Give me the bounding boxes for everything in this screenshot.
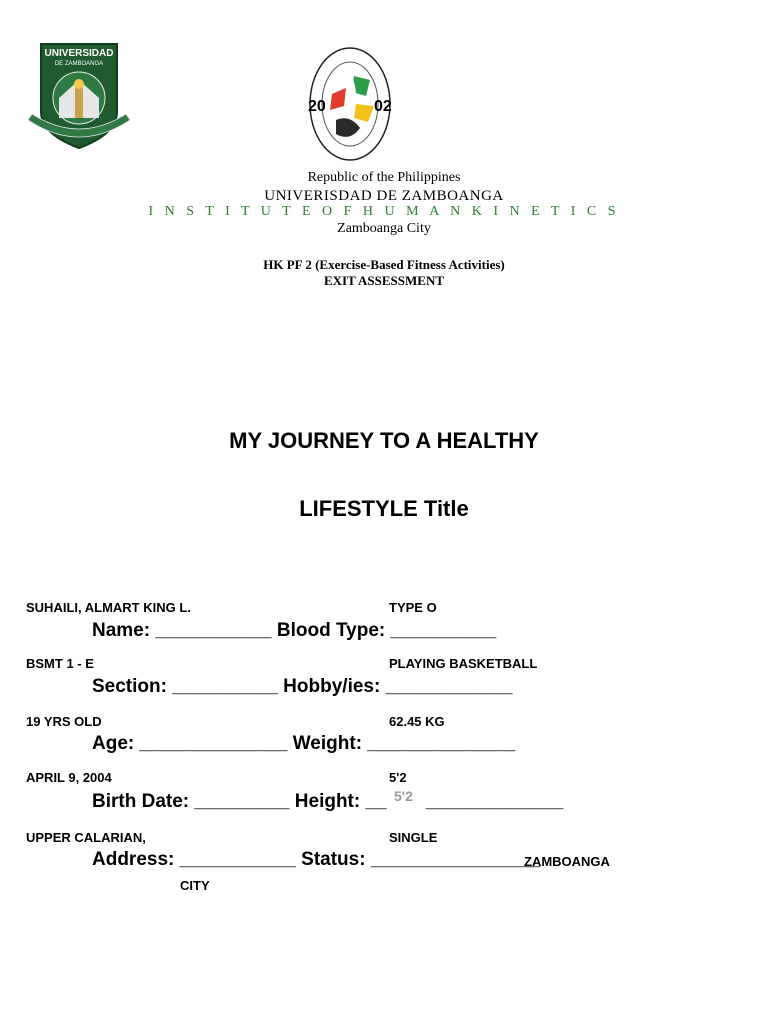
birth-height-line: Birth Date: _________ Height: __ (92, 791, 387, 812)
seal-year-right: 02 (374, 98, 392, 115)
age-weight-line: Age: ______________ Weight: ______________ (92, 733, 516, 754)
address-value-city: CITY (180, 878, 210, 893)
address-value-continued: ZAMBOANGA (524, 854, 610, 869)
seal-top-text: UNIVERSIDAD (44, 48, 114, 59)
page-title-line-2: LIFESTYLE Title (299, 496, 469, 521)
institute-name: I N S T I T U T E O F H U M A N K I N E T I C S (148, 204, 620, 219)
section-value: BSMT 1 - E (26, 656, 94, 671)
status-value: SINGLE (389, 830, 438, 845)
name-blood-line: Name: ___________ Blood Type: __________ (92, 620, 497, 641)
height-line-tail: _____________ (426, 791, 564, 812)
age-value: 19 YRS OLD (26, 714, 102, 729)
address-value: UPPER CALARIAN, (26, 830, 146, 845)
weight-value: 62.45 KG (389, 714, 445, 729)
page-title-line-1: MY JOURNEY TO A HEALTHY (229, 428, 539, 453)
institute-human-kinetics-seal-icon (294, 44, 406, 164)
republic-text: Republic of the Philippines (307, 170, 461, 185)
university-seal-icon (26, 42, 132, 152)
hobby-value: PLAYING BASKETBALL (389, 656, 538, 671)
birth-date-value: APRIL 9, 2004 (26, 770, 112, 785)
height-value: 5'2 (389, 770, 407, 785)
assessment-title: EXIT ASSESSMENT (323, 273, 445, 288)
height-handwritten-value: 5'2 (394, 788, 413, 804)
section-hobby-line: Section: __________ Hobby/ies: ____________ (92, 676, 513, 697)
seal-year-left: 20 (308, 98, 326, 115)
course-title: HK PF 2 (Exercise-Based Fitness Activities) (263, 257, 505, 272)
name-value: SUHAILI, ALMART KING L. (26, 600, 191, 615)
seal-sub-text: DE ZAMBOANGA (54, 61, 104, 67)
city-text: Zamboanga City (337, 221, 431, 236)
university-name: UNIVERISDAD DE ZAMBOANGA (264, 188, 504, 204)
blood-type-value: TYPE O (389, 600, 437, 615)
address-status-line: Address: ___________ Status: ________________ (92, 849, 540, 870)
